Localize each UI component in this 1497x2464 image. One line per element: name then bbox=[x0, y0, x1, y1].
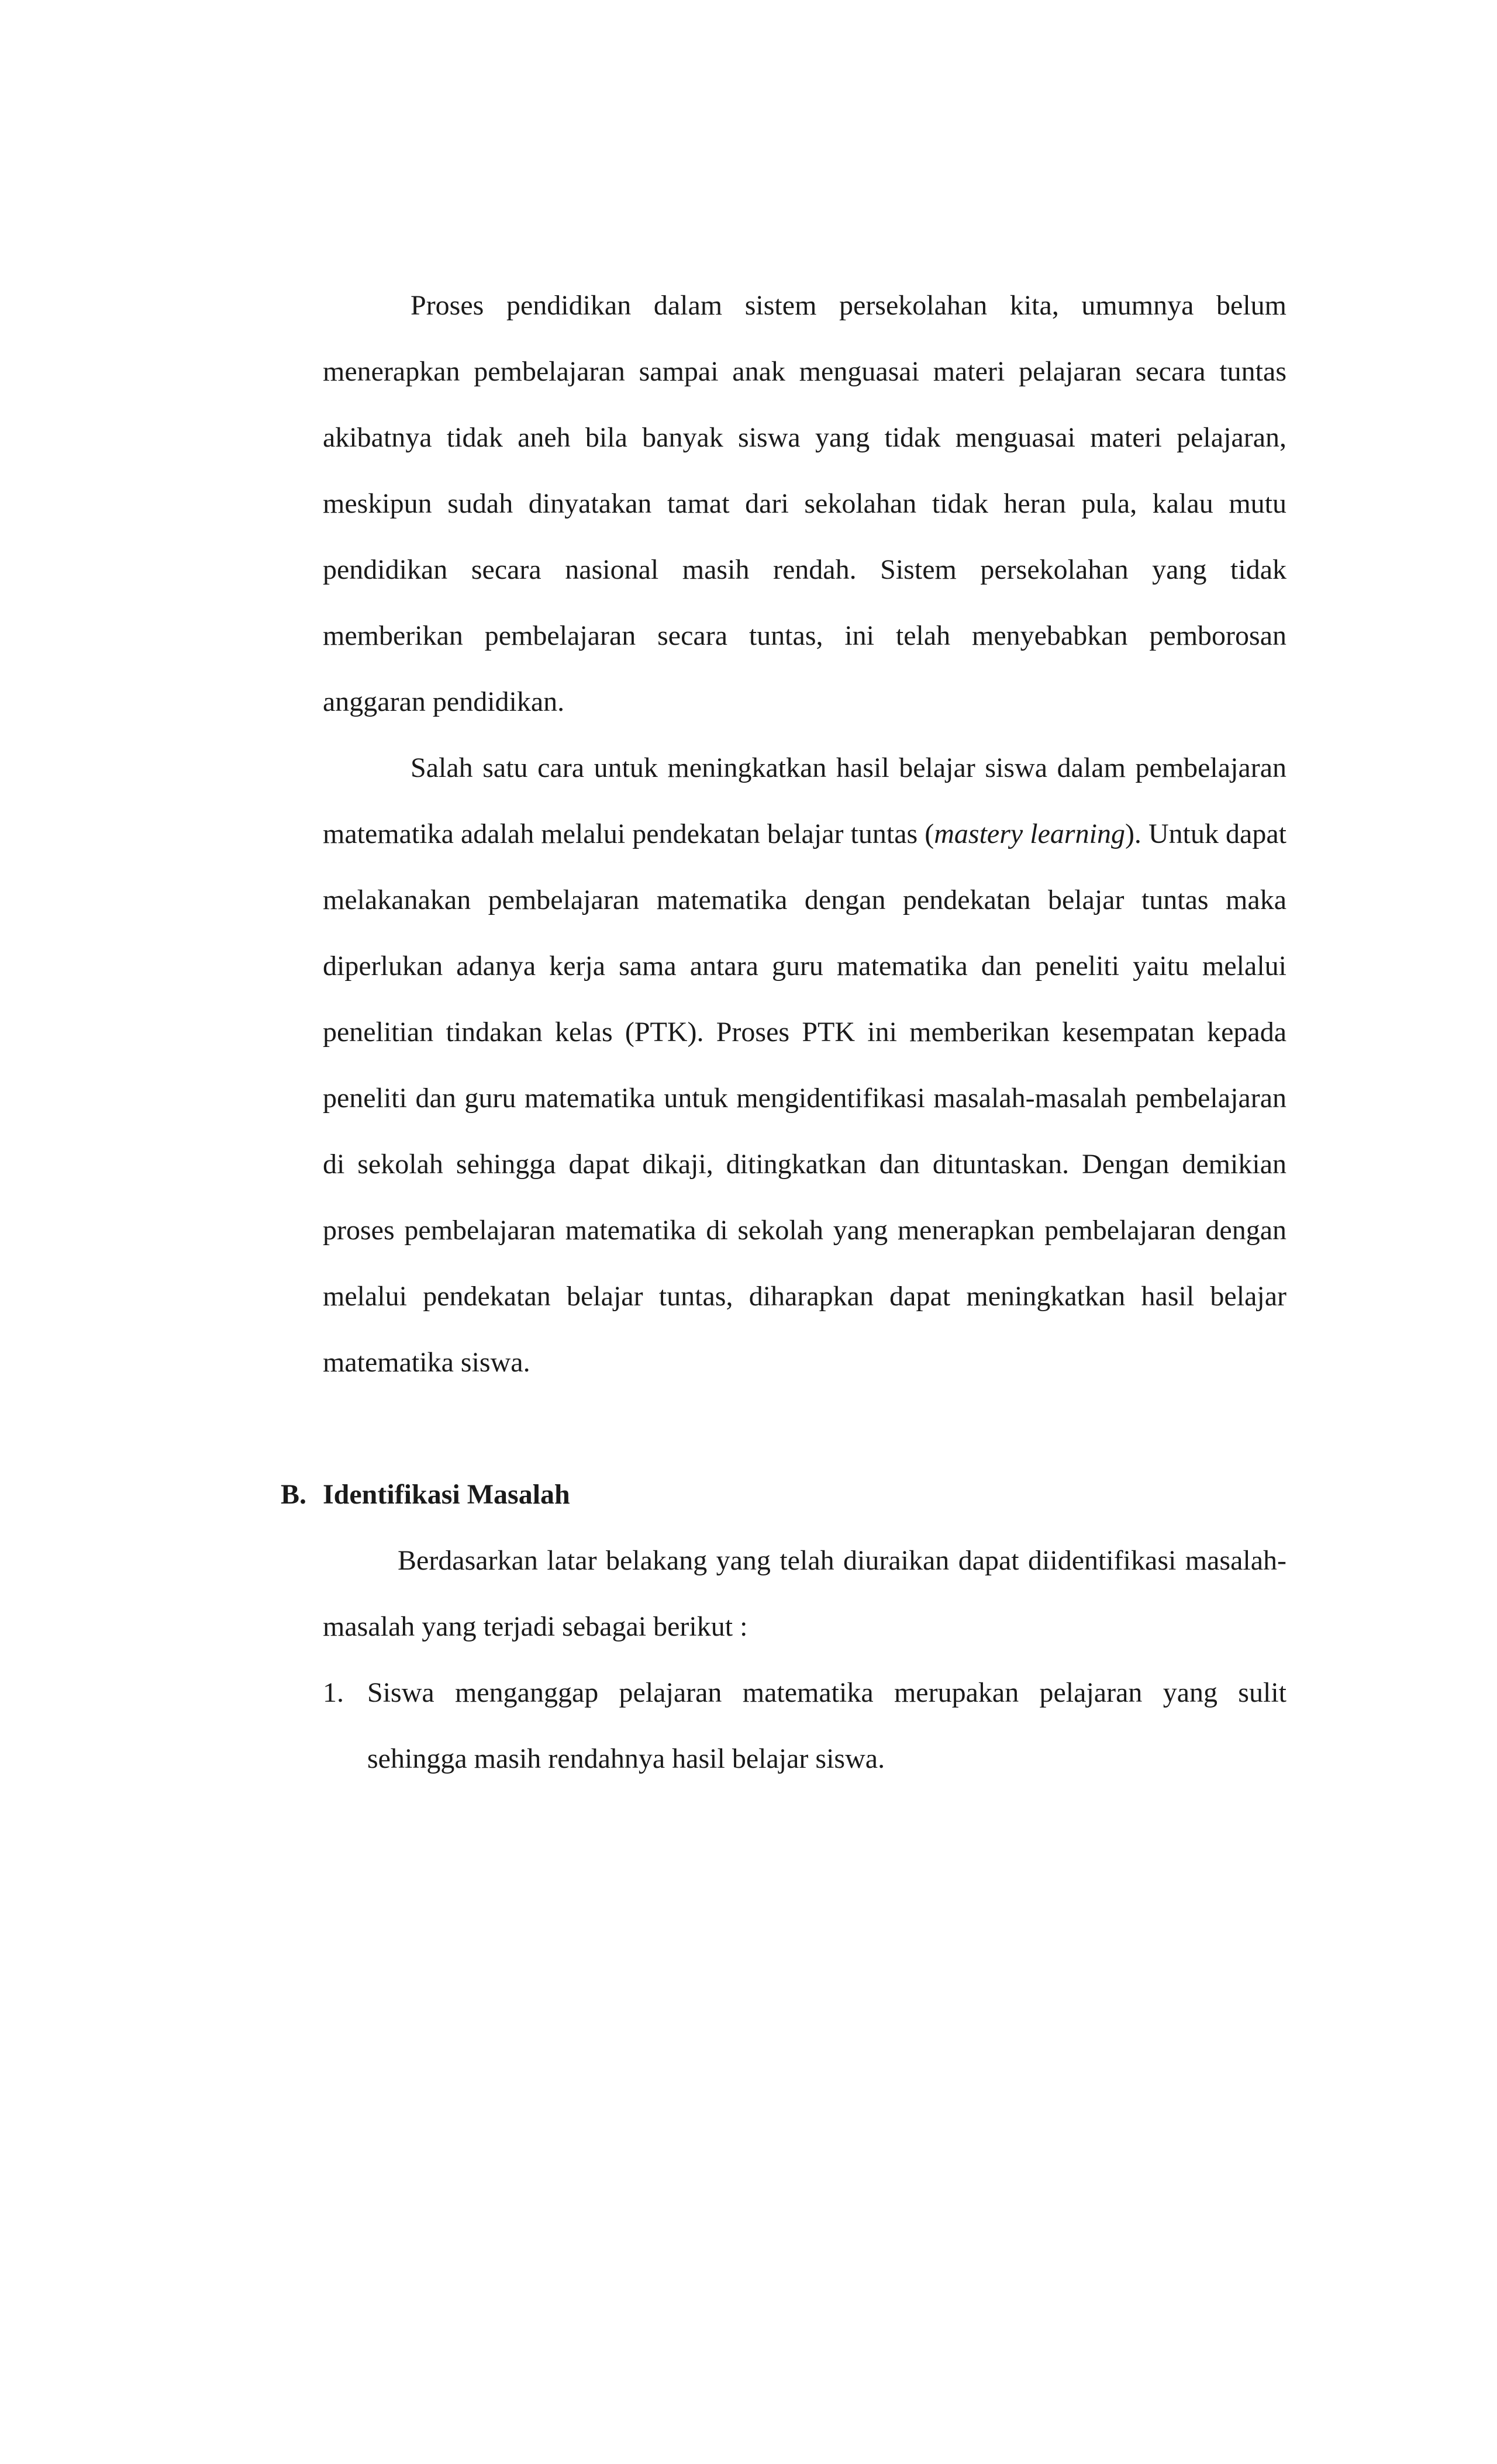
page-content bbox=[281, 272, 1286, 1792]
paragraph-2 bbox=[323, 735, 1286, 1395]
list-item bbox=[323, 1660, 1286, 1792]
paragraph-1: Proses pendidikan dalam sistem persekolahan kita, umumnya belum menerapkan pembelajaran sampai anak menguasai materi pelajaran secara tuntas akibatnya tidak aneh bila banyak siswa yang tidak menguasai materi pelajaran, meskipun sudah dinyatakan tamat dari sekolahan tidak heran pula, kalau mutu pendidikan secara nasional masih rendah. Sistem persekolahan yang tidak memberikan pembelajaran secara tuntas, ini telah menyebabkan pemborosan anggaran pendidikan. bbox=[323, 290, 1286, 717]
section-title: Identifikasi Masalah bbox=[323, 1479, 570, 1510]
paragraph-2-text-before: Salah satu cara untuk meningkatkan hasil belajar siswa dalam pembelajaran matematika adalah melalui pendekatan belajar tuntas ( bbox=[323, 752, 1286, 849]
section-b-intro: Berdasarkan latar belakang yang telah diuraikan dapat diidentifikasi masalah-masalah yang terjadi sebagai berikut : bbox=[323, 1545, 1286, 1642]
section-b-heading bbox=[281, 1461, 1286, 1528]
paragraph-2-italic-term: mastery learning bbox=[934, 818, 1125, 849]
list-item-number: 1. bbox=[323, 1677, 344, 1708]
paragraph-2-text-after: ). Untuk dapat melakanakan pembelajaran matematika dengan pendekatan belajar tuntas maka diperlukan adanya kerja sama antara guru matematika dan peneliti yaitu melalui penelitian tindakan kelas (PTK). Proses PTK ini memberikan kesempatan kepada peneliti dan guru matematika untuk mengidentifikasi masalah-masalah pembelajaran di sekolah sehingga dapat dikaji, ditingkatkan dan dituntaskan. Dengan demikian proses pembelajaran matematika di sekolah yang menerapkan pembelajaran dengan melalui pendekatan belajar tuntas, diharapkan dapat meningkatkan hasil belajar matematika siswa. bbox=[323, 818, 1286, 1378]
section-letter: B. bbox=[281, 1479, 307, 1510]
list-item-text: Siswa menganggap pelajaran matematika merupakan pelajaran yang sulit sehingga masih rendahnya hasil belajar siswa. bbox=[367, 1677, 1286, 1774]
